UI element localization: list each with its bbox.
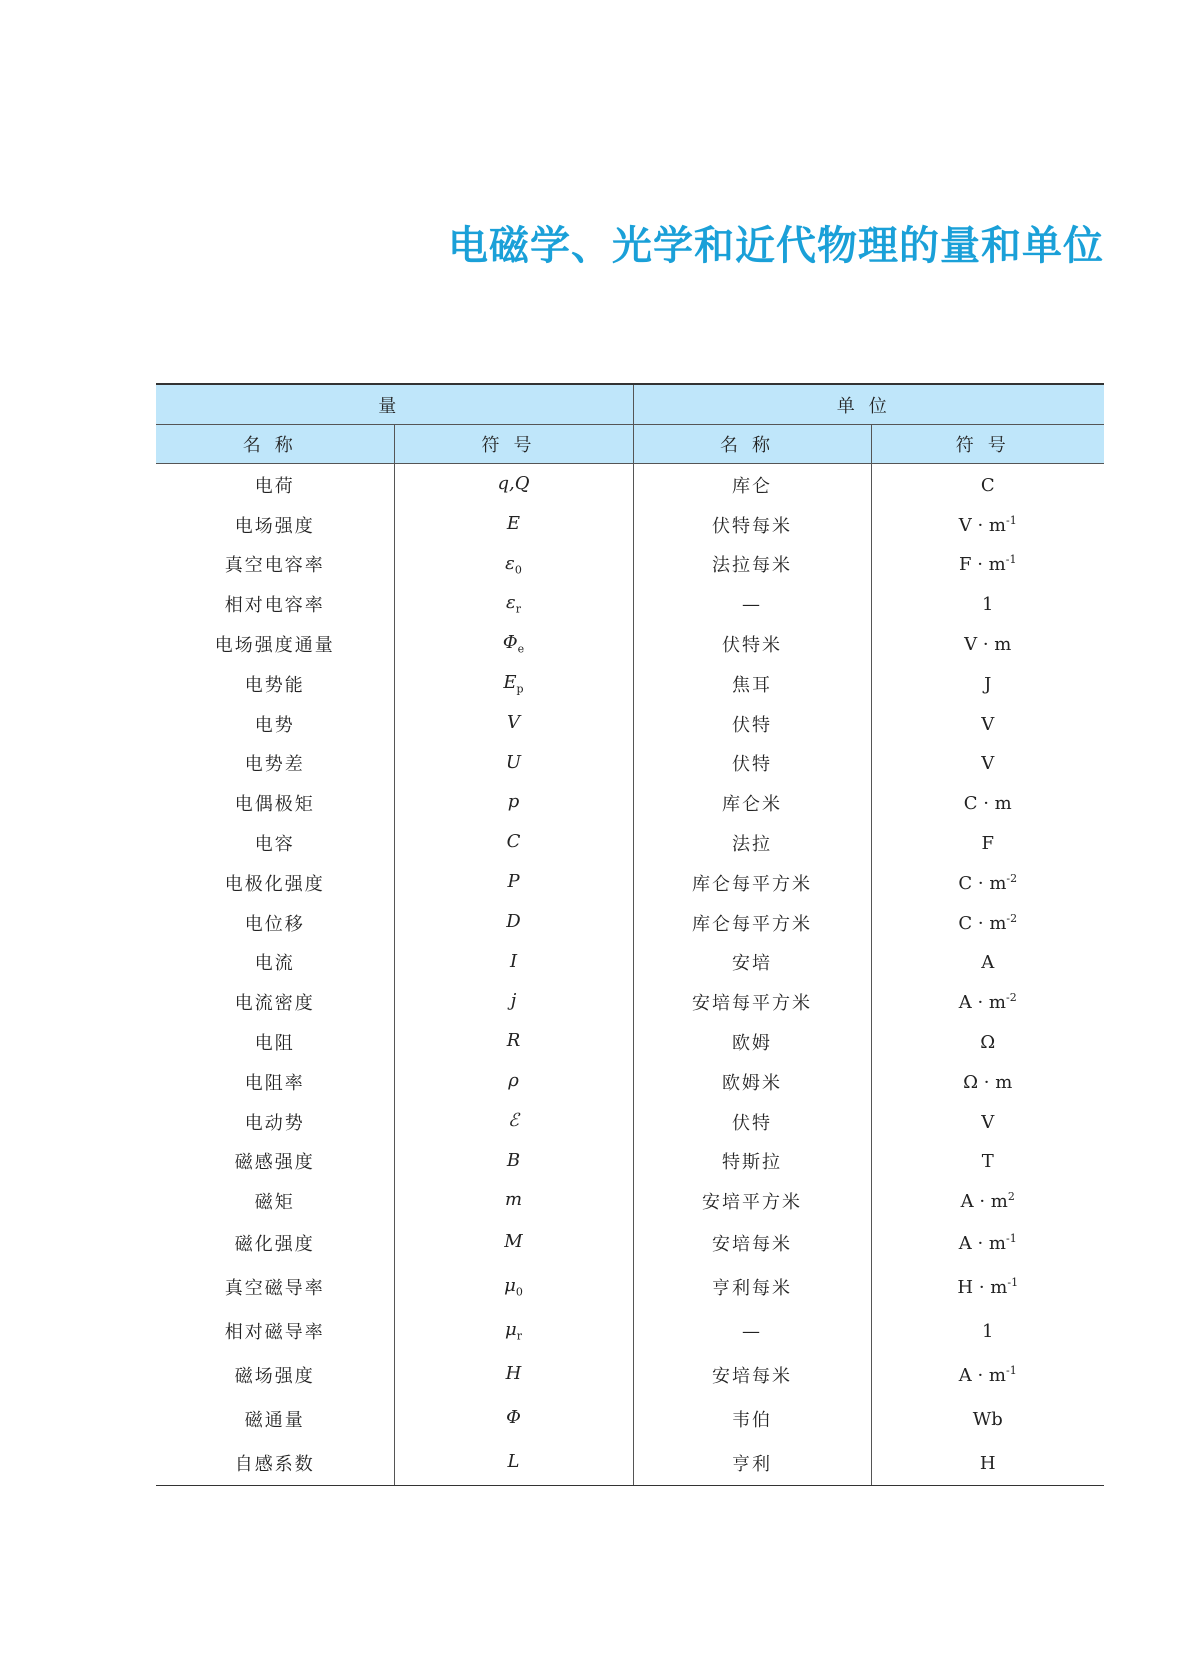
quantity-name: 真空磁导率 bbox=[224, 1278, 325, 1300]
quantity-name: 电场强度 bbox=[234, 515, 315, 537]
unit-name: 安培平方米 bbox=[633, 1181, 871, 1221]
quantity-name: 电流密度 bbox=[234, 993, 315, 1015]
unit-name: 安培 bbox=[633, 943, 871, 983]
table-row bbox=[156, 1441, 1104, 1486]
unit-symbol-cell bbox=[871, 1022, 1104, 1062]
unit-symbol-cell bbox=[871, 505, 1104, 545]
quantity-symbol: ε bbox=[506, 592, 516, 614]
quantity-symbol: μ bbox=[505, 1319, 517, 1341]
quantity-symbol-subscript: p bbox=[516, 682, 524, 696]
quantity-symbol: Φ bbox=[502, 632, 518, 654]
quantity-symbol-cell bbox=[394, 1221, 633, 1265]
quantity-name: 电势 bbox=[254, 714, 295, 736]
unit-symbol-cell bbox=[871, 1397, 1104, 1441]
quantity-symbol: U bbox=[505, 751, 522, 773]
unit-name: 库仑每平方米 bbox=[633, 903, 871, 943]
unit-symbol-cell bbox=[871, 1221, 1104, 1265]
unit-name: 库仑米 bbox=[633, 783, 871, 823]
quantity-name: 电位移 bbox=[244, 913, 305, 935]
unit-symbol: A · m bbox=[960, 1191, 1008, 1213]
quantity-symbol-cell bbox=[394, 943, 633, 983]
table-row bbox=[156, 1221, 1104, 1265]
unit-exponent: -1 bbox=[1005, 553, 1017, 567]
table-row bbox=[156, 1142, 1104, 1182]
table-row bbox=[156, 1397, 1104, 1441]
quantity-symbol-cell bbox=[394, 505, 633, 545]
quantity-name: 相对电容率 bbox=[224, 595, 325, 617]
unit-symbol-cell bbox=[871, 1181, 1104, 1221]
quantity-symbol-cell bbox=[394, 545, 633, 585]
quantity-symbol: μ bbox=[504, 1275, 516, 1297]
quantity-symbol-cell bbox=[394, 1062, 633, 1102]
unit-symbol-cell bbox=[871, 1142, 1104, 1182]
table-row bbox=[156, 982, 1104, 1022]
unit-symbol-cell bbox=[871, 1309, 1104, 1353]
unit-name: 伏特米 bbox=[633, 624, 871, 664]
unit-symbol: C bbox=[980, 474, 995, 496]
quantity-symbol-cell bbox=[394, 1022, 633, 1062]
quantity-symbol-cell bbox=[394, 783, 633, 823]
quantity-symbol-cell bbox=[394, 823, 633, 863]
unit-name: 法拉每米 bbox=[633, 545, 871, 585]
quantity-name: 磁矩 bbox=[254, 1192, 295, 1214]
unit-symbol-cell bbox=[871, 464, 1104, 505]
unit-exponent: 2 bbox=[1007, 1190, 1015, 1204]
quantity-name: 电流 bbox=[254, 953, 295, 975]
unit-symbol: A · m bbox=[958, 1365, 1006, 1387]
quantity-name: 真空电容率 bbox=[224, 555, 325, 577]
table-row bbox=[156, 903, 1104, 943]
quantity-symbol: M bbox=[504, 1231, 523, 1253]
unit-symbol-cell bbox=[871, 863, 1104, 903]
unit-symbol-cell bbox=[871, 664, 1104, 704]
quantity-symbol: ℰ bbox=[508, 1109, 519, 1131]
quantity-symbol: ε bbox=[505, 552, 515, 574]
table-row bbox=[156, 1022, 1104, 1062]
table-row bbox=[156, 744, 1104, 784]
quantity-symbol-cell bbox=[394, 1142, 633, 1182]
quantity-name: 磁场强度 bbox=[234, 1366, 315, 1388]
table-row bbox=[156, 783, 1104, 823]
quantity-symbol-cell bbox=[394, 1353, 633, 1397]
unit-exponent: -1 bbox=[1006, 513, 1017, 527]
unit-name: — bbox=[633, 1309, 871, 1353]
unit-symbol: Ω · m bbox=[963, 1071, 1013, 1093]
unit-symbol-cell bbox=[871, 1062, 1104, 1102]
quantity-symbol-subscript: r bbox=[515, 603, 521, 617]
unit-symbol-cell bbox=[871, 704, 1104, 744]
unit-symbol: F · m bbox=[959, 554, 1006, 576]
quantity-symbol: I bbox=[509, 950, 518, 972]
quantity-symbol-cell bbox=[394, 1309, 633, 1353]
quantity-symbol-subscript: 0 bbox=[515, 1285, 523, 1299]
unit-symbol: Wb bbox=[972, 1409, 1003, 1431]
quantity-symbol-cell bbox=[394, 1181, 633, 1221]
quantity-symbol: V bbox=[507, 711, 520, 733]
unit-name: 安培每米 bbox=[633, 1353, 871, 1397]
quantity-symbol: D bbox=[506, 910, 521, 932]
unit-symbol-cell bbox=[871, 1441, 1104, 1486]
quantity-symbol-cell bbox=[394, 624, 633, 664]
header-quantity-name: 名称 bbox=[156, 425, 394, 464]
table-body bbox=[156, 464, 1104, 1486]
quantity-symbol-cell bbox=[394, 982, 633, 1022]
quantity-symbol-cell bbox=[394, 1265, 633, 1309]
unit-symbol: T bbox=[981, 1151, 994, 1173]
quantity-name: 电势差 bbox=[244, 754, 305, 776]
unit-exponent: -2 bbox=[1006, 911, 1018, 925]
quantity-symbol-cell bbox=[394, 1102, 633, 1142]
table-row bbox=[156, 505, 1104, 545]
unit-name: 焦耳 bbox=[633, 664, 871, 704]
quantity-symbol: Φ bbox=[506, 1407, 521, 1429]
table-row bbox=[156, 584, 1104, 624]
unit-name: — bbox=[633, 584, 871, 624]
quantity-name: 电荷 bbox=[254, 475, 295, 497]
quantity-symbol: B bbox=[506, 1149, 521, 1171]
unit-name: 欧姆 bbox=[633, 1022, 871, 1062]
quantity-symbol-cell bbox=[394, 744, 633, 784]
unit-symbol: Ω bbox=[980, 1032, 996, 1054]
quantity-name: 电容 bbox=[254, 834, 295, 856]
quantity-symbol-cell bbox=[394, 464, 633, 505]
header-quantity: 量 bbox=[156, 384, 633, 425]
quantity-symbol-cell bbox=[394, 1441, 633, 1486]
quantity-symbol-cell bbox=[394, 584, 633, 624]
unit-symbol: F bbox=[981, 833, 994, 855]
unit-symbol: V · m bbox=[964, 634, 1012, 656]
quantity-name: 电阻率 bbox=[244, 1072, 305, 1094]
table-row bbox=[156, 545, 1104, 585]
quantity-symbol-cell bbox=[394, 704, 633, 744]
unit-symbol: A · m bbox=[958, 1233, 1006, 1255]
quantity-symbol-subscript: e bbox=[517, 642, 525, 656]
quantity-symbol: E bbox=[503, 672, 517, 694]
unit-symbol: V bbox=[981, 1111, 995, 1133]
unit-exponent: -2 bbox=[1006, 991, 1017, 1005]
unit-symbol: 1 bbox=[982, 1321, 994, 1343]
header-quantity-symbol: 符号 bbox=[394, 425, 633, 464]
unit-symbol-cell bbox=[871, 823, 1104, 863]
table-row bbox=[156, 704, 1104, 744]
quantity-name: 电阻 bbox=[254, 1033, 295, 1055]
unit-name: 伏特 bbox=[633, 744, 871, 784]
unit-symbol-cell bbox=[871, 1265, 1104, 1309]
table-row bbox=[156, 664, 1104, 704]
unit-symbol: A bbox=[981, 952, 995, 974]
quantity-symbol: m bbox=[504, 1189, 523, 1211]
table-row bbox=[156, 863, 1104, 903]
unit-name: 伏特 bbox=[633, 704, 871, 744]
quantity-symbol: R bbox=[506, 1030, 521, 1052]
quantity-name: 电势能 bbox=[244, 674, 305, 696]
unit-symbol-cell bbox=[871, 624, 1104, 664]
unit-exponent: -1 bbox=[1006, 1232, 1017, 1246]
quantity-name: 磁通量 bbox=[244, 1410, 305, 1432]
unit-symbol: H bbox=[979, 1453, 996, 1475]
quantity-symbol: H bbox=[505, 1363, 522, 1385]
unit-name: 伏特 bbox=[633, 1102, 871, 1142]
unit-symbol: V bbox=[981, 713, 995, 735]
header-unit: 单位 bbox=[633, 384, 1104, 425]
table-row bbox=[156, 1102, 1104, 1142]
units-table bbox=[156, 383, 1104, 1486]
unit-name: 韦伯 bbox=[633, 1397, 871, 1441]
quantity-name: 电偶极矩 bbox=[234, 794, 315, 816]
unit-symbol: J bbox=[984, 673, 992, 695]
quantity-symbol: ρ bbox=[508, 1070, 519, 1092]
quantity-symbol: p bbox=[507, 791, 520, 813]
unit-symbol-cell bbox=[871, 1102, 1104, 1142]
quantity-symbol-subscript: 0 bbox=[514, 563, 522, 577]
unit-symbol-cell bbox=[871, 744, 1104, 784]
table-row bbox=[156, 1062, 1104, 1102]
unit-symbol: H · m bbox=[957, 1277, 1008, 1299]
unit-name: 安培每平方米 bbox=[633, 982, 871, 1022]
quantity-symbol-cell bbox=[394, 664, 633, 704]
quantity-symbol: L bbox=[507, 1451, 520, 1473]
page-title: 电磁学、光学和近代物理的量和单位 bbox=[448, 223, 1104, 269]
unit-exponent: -1 bbox=[1006, 1364, 1017, 1378]
table-row bbox=[156, 1265, 1104, 1309]
unit-name: 亨利 bbox=[633, 1441, 871, 1486]
quantity-name: 电动势 bbox=[244, 1112, 305, 1134]
quantity-name: 相对磁导率 bbox=[224, 1322, 325, 1344]
unit-symbol: C · m bbox=[963, 793, 1012, 815]
unit-symbol-cell bbox=[871, 982, 1104, 1022]
table-row bbox=[156, 1181, 1104, 1221]
unit-symbol-cell bbox=[871, 1353, 1104, 1397]
unit-symbol: V bbox=[981, 753, 995, 775]
quantity-name: 电极化强度 bbox=[224, 873, 325, 895]
quantity-symbol: j bbox=[510, 990, 517, 1012]
unit-name: 伏特每米 bbox=[633, 505, 871, 545]
quantity-symbol-cell bbox=[394, 863, 633, 903]
unit-symbol: V · m bbox=[958, 514, 1006, 536]
quantity-symbol-cell bbox=[394, 903, 633, 943]
unit-exponent: -2 bbox=[1006, 871, 1018, 885]
unit-symbol-cell bbox=[871, 584, 1104, 624]
quantity-symbol: E bbox=[506, 512, 521, 534]
quantity-symbol-cell bbox=[394, 1397, 633, 1441]
quantity-name: 磁化强度 bbox=[234, 1234, 315, 1256]
unit-symbol: C · m bbox=[958, 872, 1007, 894]
unit-name: 库仑 bbox=[633, 464, 871, 505]
table-row bbox=[156, 464, 1104, 505]
quantity-name: 磁感强度 bbox=[234, 1152, 315, 1174]
table-row bbox=[156, 624, 1104, 664]
header-unit-symbol: 符号 bbox=[871, 425, 1104, 464]
unit-symbol-cell bbox=[871, 903, 1104, 943]
unit-symbol: A · m bbox=[958, 992, 1006, 1014]
table-row bbox=[156, 1353, 1104, 1397]
table-row bbox=[156, 943, 1104, 983]
header-unit-name: 名称 bbox=[633, 425, 871, 464]
unit-symbol: C · m bbox=[958, 912, 1007, 934]
quantity-symbol-subscript: r bbox=[516, 1329, 522, 1343]
unit-name: 亨利每米 bbox=[633, 1265, 871, 1309]
unit-symbol: 1 bbox=[982, 594, 994, 616]
unit-name: 欧姆米 bbox=[633, 1062, 871, 1102]
unit-name: 特斯拉 bbox=[633, 1142, 871, 1182]
quantity-symbol: q,Q bbox=[497, 473, 530, 495]
unit-name: 法拉 bbox=[633, 823, 871, 863]
quantity-symbol: P bbox=[507, 871, 520, 893]
unit-name: 库仑每平方米 bbox=[633, 863, 871, 903]
quantity-name: 自感系数 bbox=[156, 1441, 394, 1486]
unit-exponent: -1 bbox=[1007, 1276, 1019, 1290]
unit-name: 安培每米 bbox=[633, 1221, 871, 1265]
unit-symbol-cell bbox=[871, 783, 1104, 823]
quantity-name: 电场强度通量 bbox=[214, 635, 335, 657]
unit-symbol-cell bbox=[871, 943, 1104, 983]
unit-symbol-cell bbox=[871, 545, 1104, 585]
quantity-symbol: C bbox=[506, 831, 521, 853]
table-row bbox=[156, 1309, 1104, 1353]
table-row bbox=[156, 823, 1104, 863]
